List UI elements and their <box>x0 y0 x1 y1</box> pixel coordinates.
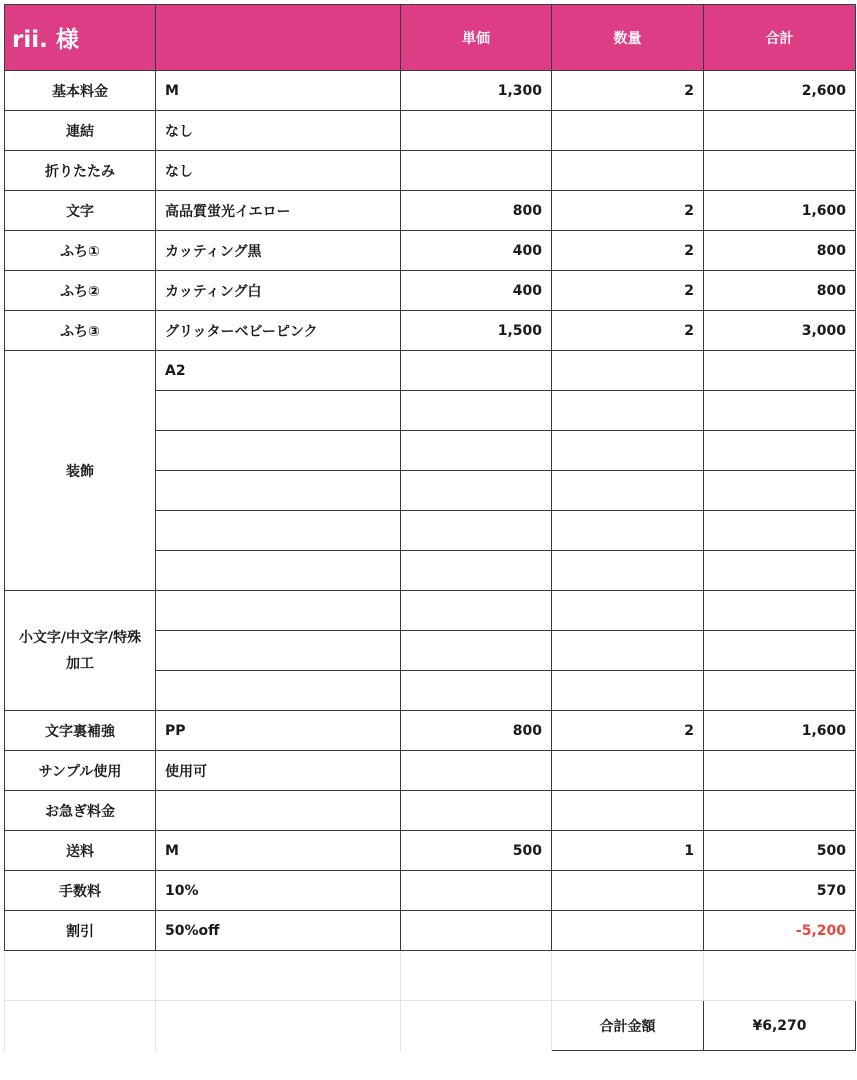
row-letters <box>5 191 856 231</box>
quantity <box>552 631 704 671</box>
unit-price <box>401 751 552 791</box>
quantity <box>552 391 704 431</box>
subtotal <box>704 791 856 831</box>
item-description <box>156 391 401 431</box>
row-reinforce <box>5 711 856 751</box>
quantity <box>552 111 704 151</box>
row-connect <box>5 111 856 151</box>
header-subtotal: 合計 <box>704 5 856 71</box>
quantity: 2 <box>552 71 704 111</box>
row-basic-fee <box>5 71 856 111</box>
item-description <box>156 471 401 511</box>
discount-amount: -5,200 <box>704 911 856 951</box>
header-row <box>5 5 856 71</box>
item-label: 手数料 <box>5 871 156 911</box>
row-sample <box>5 751 856 791</box>
item-description: 使用可 <box>156 751 401 791</box>
subtotal <box>704 471 856 511</box>
unit-price <box>401 591 552 631</box>
quantity <box>552 911 704 951</box>
item-description <box>156 551 401 591</box>
quantity <box>552 431 704 471</box>
item-label: ふち① <box>5 231 156 271</box>
item-label: 文字 <box>5 191 156 231</box>
unit-price <box>401 111 552 151</box>
spacer-cell <box>704 951 856 1001</box>
item-label: お急ぎ料金 <box>5 791 156 831</box>
subtotal <box>704 631 856 671</box>
item-label: 折りたたみ <box>5 151 156 191</box>
subtotal: 800 <box>704 271 856 311</box>
item-label: サンプル使用 <box>5 751 156 791</box>
subtotal <box>704 111 856 151</box>
item-description: カッティング白 <box>156 271 401 311</box>
quantity <box>552 351 704 391</box>
item-description <box>156 791 401 831</box>
unit-price: 400 <box>401 271 552 311</box>
item-label: ふち② <box>5 271 156 311</box>
subtotal <box>704 591 856 631</box>
subtotal <box>704 351 856 391</box>
row-rush <box>5 791 856 831</box>
item-label: 送料 <box>5 831 156 871</box>
spacer-cell <box>156 951 401 1001</box>
subtotal <box>704 551 856 591</box>
subtotal <box>704 431 856 471</box>
item-description: 50%off <box>156 911 401 951</box>
spacer-cell <box>552 951 704 1001</box>
header-quantity: 数量 <box>552 5 704 71</box>
quantity: 2 <box>552 191 704 231</box>
unit-price <box>401 791 552 831</box>
unit-price <box>401 551 552 591</box>
quantity <box>552 551 704 591</box>
item-label: 連結 <box>5 111 156 151</box>
subtotal: 500 <box>704 831 856 871</box>
unit-price: 1,500 <box>401 311 552 351</box>
estimate-table <box>4 4 856 1051</box>
unit-price <box>401 511 552 551</box>
item-description: PP <box>156 711 401 751</box>
subtotal <box>704 671 856 711</box>
customer-name: rii. 様 <box>5 5 156 71</box>
subtotal <box>704 751 856 791</box>
unit-price <box>401 391 552 431</box>
spacer-cell <box>401 1001 552 1051</box>
item-label: 小文字/中文字/特殊加工 <box>5 591 156 711</box>
item-description: グリッターベビーピンク <box>156 311 401 351</box>
item-label: 割引 <box>5 911 156 951</box>
item-description: M <box>156 831 401 871</box>
grand-total-row <box>5 1001 856 1051</box>
quantity <box>552 151 704 191</box>
subtotal: 1,600 <box>704 191 856 231</box>
quantity <box>552 511 704 551</box>
spacer-cell <box>156 1001 401 1051</box>
unit-price: 400 <box>401 231 552 271</box>
unit-price: 500 <box>401 831 552 871</box>
subtotal <box>704 511 856 551</box>
unit-price <box>401 911 552 951</box>
unit-price <box>401 631 552 671</box>
item-description: なし <box>156 111 401 151</box>
item-label: ふち③ <box>5 311 156 351</box>
grand-total-label: 合計金額 <box>552 1001 704 1051</box>
quantity <box>552 871 704 911</box>
item-description: カッティング黒 <box>156 231 401 271</box>
spacer-cell <box>401 951 552 1001</box>
item-description: A2 <box>156 351 401 391</box>
quantity: 2 <box>552 271 704 311</box>
header-unit-price: 単価 <box>401 5 552 71</box>
subtotal: 2,600 <box>704 71 856 111</box>
unit-price <box>401 471 552 511</box>
item-description <box>156 631 401 671</box>
quantity <box>552 791 704 831</box>
item-description <box>156 511 401 551</box>
spacer-row <box>5 951 856 1001</box>
spacer-cell <box>5 951 156 1001</box>
item-description: M <box>156 71 401 111</box>
quantity <box>552 751 704 791</box>
subtotal: 3,000 <box>704 311 856 351</box>
item-description <box>156 431 401 471</box>
row-edge-1 <box>5 231 856 271</box>
item-description: 高品質蛍光イエロー <box>156 191 401 231</box>
row-discount <box>5 911 856 951</box>
item-label: 文字裏補強 <box>5 711 156 751</box>
header-description-cell <box>156 5 401 71</box>
item-label: 装飾 <box>5 351 156 591</box>
subtotal: 570 <box>704 871 856 911</box>
quantity <box>552 471 704 511</box>
item-description: なし <box>156 151 401 191</box>
quantity <box>552 591 704 631</box>
row-edge-2 <box>5 271 856 311</box>
row-commission <box>5 871 856 911</box>
subtotal <box>704 391 856 431</box>
unit-price <box>401 151 552 191</box>
row-fold <box>5 151 856 191</box>
item-description: 10% <box>156 871 401 911</box>
item-description <box>156 671 401 711</box>
unit-price <box>401 671 552 711</box>
quantity: 2 <box>552 711 704 751</box>
row-edge-3 <box>5 311 856 351</box>
unit-price: 1,300 <box>401 71 552 111</box>
unit-price: 800 <box>401 711 552 751</box>
unit-price <box>401 431 552 471</box>
subtotal: 800 <box>704 231 856 271</box>
spacer-cell <box>5 1001 156 1051</box>
unit-price: 800 <box>401 191 552 231</box>
item-description <box>156 591 401 631</box>
row-small-text <box>5 591 856 631</box>
quantity: 2 <box>552 231 704 271</box>
item-label: 基本料金 <box>5 71 156 111</box>
subtotal <box>704 151 856 191</box>
quantity: 2 <box>552 311 704 351</box>
unit-price <box>401 871 552 911</box>
quantity: 1 <box>552 831 704 871</box>
row-shipping <box>5 831 856 871</box>
grand-total-value: ¥6,270 <box>704 1001 856 1051</box>
row-decoration <box>5 351 856 391</box>
unit-price <box>401 351 552 391</box>
subtotal: 1,600 <box>704 711 856 751</box>
quantity <box>552 671 704 711</box>
